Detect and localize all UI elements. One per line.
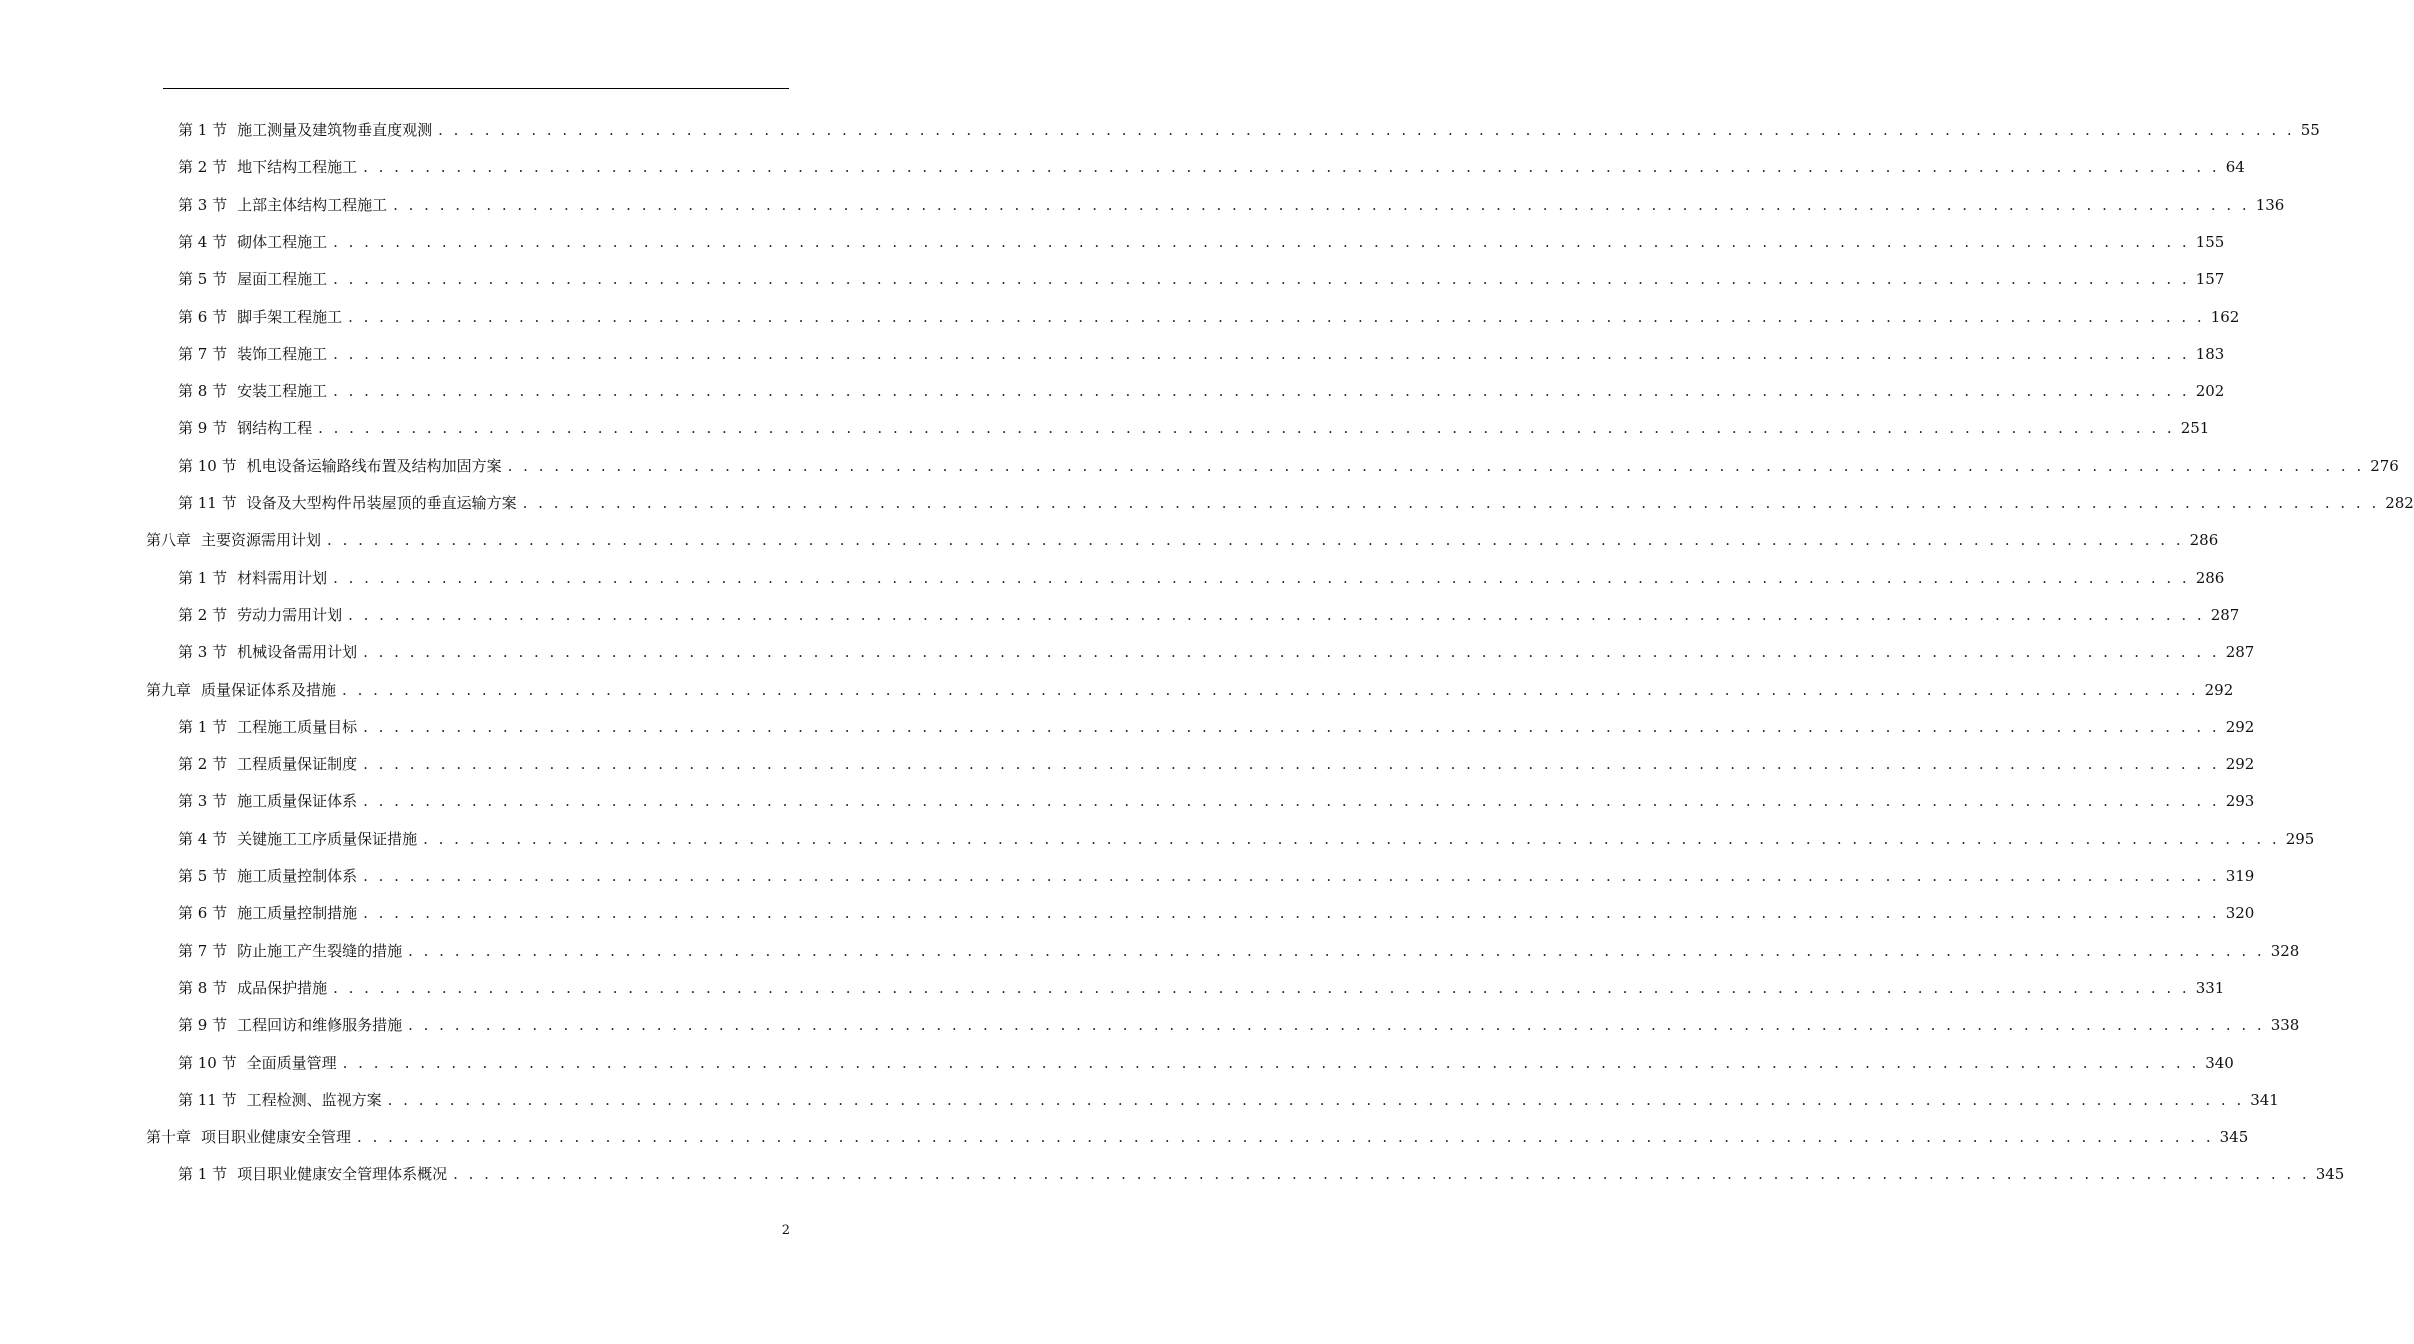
toc-dot-leader: . . . . . . . . . . . . . . . . . . . . . . . . . . . . . . . . . . . . . . . . . . . . . . . . . . . . . . . . . . . . . . . . . . . . . . . . . . . . . . . . . . . . . . . . . . . . . . . . . . . . . . . . . . . . . . . . . . . . . . . . [387,1090,2245,1109]
toc-section-entry[interactable] [178,634,2255,671]
toc-entry-page: 292 [2225,755,2255,774]
toc-dot-leader: . . . . . . . . . . . . . . . . . . . . . . . . . . . . . . . . . . . . . . . . . . . . . . . . . . . . . . . . . . . . . . . . . . . . . . . . . . . . . . . . . . . . . . . . . . . . . . . . . . . . . . . . . . . . . . . . . . . . . . . . [408,941,2265,960]
toc-entry-number: 第 11 节 [178,494,237,512]
toc-entry-number: 第九章 [146,680,192,699]
toc-dot-leader: . . . . . . . . . . . . . . . . . . . . . . . . . . . . . . . . . . . . . . . . . . . . . . . . . . . . . . . . . . . . . . . . . . . . . . . . . . . . . . . . . . . . . . . . . . . . . . . . . . . . . . . . . . . . . . . . . . . . . . . . [318,419,2175,438]
toc-entry-number: 第 2 节 [178,605,228,624]
toc-section-entry[interactable] [178,224,2225,261]
toc-entry-number: 第 7 节 [178,344,228,363]
toc-entry-page: 282 [2385,494,2414,512]
toc-entry-page: 251 [2180,419,2210,438]
toc-entry-number: 第 9 节 [178,1016,228,1035]
toc-entry-title: 屋面工程施工 [237,270,328,289]
toc-section-entry[interactable] [178,299,2240,336]
toc-entry-page: 295 [2285,829,2315,848]
toc-entry-page: 183 [2195,344,2225,363]
toc-section-entry[interactable] [178,746,2255,783]
toc-dot-leader: . . . . . . . . . . . . . . . . . . . . . . . . . . . . . . . . . . . . . . . . . . . . . . . . . . . . . . . . . . . . . . . . . . . . . . . . . . . . . . . . . . . . . . . . . . . . . . . . . . . . . . . . . . . . . . . . . . . . . . . . [333,232,2190,251]
toc-entry-title: 机械设备需用计划 [237,643,358,662]
toc-dot-leader: . . . . . . . . . . . . . . . . . . . . . . . . . . . . . . . . . . . . . . . . . . . . . . . . . . . . . . . . . . . . . . . . . . . . . . . . . . . . . . . . . . . . . . . . . . . . . . . . . . . . . . . . . . . . . . . . . . . . . . . . [408,1016,2265,1035]
toc-dot-leader: . . . . . . . . . . . . . . . . . . . . . . . . . . . . . . . . . . . . . . . . . . . . . . . . . . . . . . . . . . . . . . . . . . . . . . . . . . . . . . . . . . . . . . . . . . . . . . . . . . . . . . . . . . . . . . . . . . . . . . . . [363,717,2220,736]
toc-entry-title: 地下结构工程施工 [237,158,358,177]
toc-entry-title: 防止施工产生裂缝的措施 [237,941,403,960]
toc-dot-leader: . . . . . . . . . . . . . . . . . . . . . . . . . . . . . . . . . . . . . . . . . . . . . . . . . . . . . . . . . . . . . . . . . . . . . . . . . . . . . . . . . . . . . . . . . . . . . . . . . . . . . . . . . . . . . . . . . . . . . . . . [363,867,2220,885]
toc-section-entry[interactable] [178,1007,2300,1044]
toc-section-entry[interactable] [178,895,2255,932]
toc-dot-leader: . . . . . . . . . . . . . . . . . . . . . . . . . . . . . . . . . . . . . . . . . . . . . . . . . . . . . . . . . . . . . . . . . . . . . . . . . . . . . . . . . . . . . . . . . . . . . . . . . . . . . . . . . . . . . . . . . . . . . . . . [357,1128,2214,1147]
toc-entry-title: 安装工程施工 [237,382,328,401]
toc-entry-number: 第 6 节 [178,904,228,923]
toc-entry-title: 装饰工程施工 [237,344,328,363]
toc-entry-title: 主要资源需用计划 [201,531,322,550]
toc-section-entry[interactable] [178,858,2255,895]
toc-entry-number: 第 9 节 [178,419,228,438]
toc-entry-page: 157 [2195,270,2225,289]
toc-entry-page: 328 [2270,941,2300,960]
toc-section-entry[interactable] [178,187,2285,224]
toc-entry-page: 338 [2270,1016,2300,1035]
toc-entry-number: 第 1 节 [178,1165,228,1184]
toc-dot-leader: . . . . . . . . . . . . . . . . . . . . . . . . . . . . . . . . . . . . . . . . . . . . . . . . . . . . . . . . . . . . . . . . . . . . . . . . . . . . . . . . . . . . . . . . . . . . . . . . . . . . . . . . . . . . . . . . . . . . . . . . [363,158,2220,177]
toc-entry-title: 上部主体结构工程施工 [237,195,388,214]
toc-entry-page: 287 [2210,605,2240,624]
toc-entry-title: 施工质量控制体系 [237,867,358,885]
toc-dot-leader: . . . . . . . . . . . . . . . . . . . . . . . . . . . . . . . . . . . . . . . . . . . . . . . . . . . . . . . . . . . . . . . . . . . . . . . . . . . . . . . . . . . . . . . . . . . . . . . . . . . . . . . . . . . . . . . . . . . . . . . . [363,792,2220,811]
toc-entry-title: 机电设备运输路线布置及结构加固方案 [246,456,502,475]
toc-section-entry[interactable] [178,448,2399,485]
toc-section-entry[interactable] [178,783,2255,820]
toc-dot-leader: . . . . . . . . . . . . . . . . . . . . . . . . . . . . . . . . . . . . . . . . . . . . . . . . . . . . . . . . . . . . . . . . . . . . . . . . . . . . . . . . . . . . . . . . . . . . . . . . . . . . . . . . . . . . . . . . . . . . . . . . [333,344,2190,363]
toc-section-entry[interactable] [178,1045,2234,1082]
toc-entry-title: 施工质量控制措施 [237,904,358,923]
toc-entry-number: 第 1 节 [178,717,228,736]
toc-entry-page: 55 [2300,121,2320,139]
toc-entry-number: 第 2 节 [178,158,228,177]
toc-dot-leader: . . . . . . . . . . . . . . . . . . . . . . . . . . . . . . . . . . . . . . . . . . . . . . . . . . . . . . . . . . . . . . . . . . . . . . . . . . . . . . . . . . . . . . . . . . . . . . . . . . . . . . . . . . . . . . . . . . . . . . . . [363,643,2220,662]
toc-dot-leader: . . . . . . . . . . . . . . . . . . . . . . . . . . . . . . . . . . . . . . . . . . . . . . . . . . . . . . . . . . . . . . . . . . . . . . . . . . . . . . . . . . . . . . . . . . . . . . . . . . . . . . . . . . . . . . . . . . . . . . . . [363,755,2220,774]
toc-entry-page: 286 [2189,531,2219,550]
toc-entry-title: 工程检测、监视方案 [246,1090,382,1109]
toc-entry-page: 64 [2225,158,2245,177]
toc-entry-title: 施工质量保证体系 [237,792,358,811]
toc-section-entry[interactable] [178,821,2315,858]
toc-dot-leader: . . . . . . . . . . . . . . . . . . . . . . . . . . . . . . . . . . . . . . . . . . . . . . . . . . . . . . . . . . . . . . . . . . . . . . . . . . . . . . . . . . . . . . . . . . . . . . . . . . . . . . . . . . . . . . . . . . . . . . . . [348,307,2205,326]
toc-dot-leader: . . . . . . . . . . . . . . . . . . . . . . . . . . . . . . . . . . . . . . . . . . . . . . . . . . . . . . . . . . . . . . . . . . . . . . . . . . . . . . . . . . . . . . . . . . . . . . . . . . . . . . . . . . . . . . . . . . . . . . . . [333,978,2190,997]
toc-chapter-entry[interactable] [146,522,2219,559]
toc-section-entry[interactable] [178,597,2240,634]
toc-entry-title: 关键施工工序质量保证措施 [237,829,418,848]
toc-entry-page: 292 [2204,680,2234,699]
toc-entry-page: 287 [2225,643,2255,662]
toc-dot-leader: . . . . . . . . . . . . . . . . . . . . . . . . . . . . . . . . . . . . . . . . . . . . . . . . . . . . . . . . . . . . . . . . . . . . . . . . . . . . . . . . . . . . . . . . . . . . . . . . . . . . . . . . . . . . . . . . . . . . . . . . [333,270,2190,289]
toc-entry-page: 340 [2205,1053,2234,1072]
toc-entry-title: 全面质量管理 [246,1053,337,1072]
toc-section-entry[interactable] [178,261,2225,298]
toc-entry-page: 345 [2315,1165,2345,1184]
toc-entry-title: 项目职业健康安全管理 [201,1128,352,1147]
toc-entry-title: 成品保护措施 [237,978,328,997]
toc-entry-number: 第 10 节 [178,1053,237,1072]
toc-entry-number: 第 5 节 [178,270,228,289]
toc-entry-number: 第 3 节 [178,195,228,214]
toc-section-entry[interactable] [178,373,2225,410]
toc-entry-number: 第 2 节 [178,755,228,774]
toc-chapter-entry[interactable] [146,672,2234,709]
toc-section-entry[interactable] [178,485,2414,522]
toc-dot-leader: . . . . . . . . . . . . . . . . . . . . . . . . . . . . . . . . . . . . . . . . . . . . . . . . . . . . . . . . . . . . . . . . . . . . . . . . . . . . . . . . . . . . . . . . . . . . . . . . . . . . . . . . . . . . . . . . . . . . . . . . [333,382,2190,401]
toc-dot-leader: . . . . . . . . . . . . . . . . . . . . . . . . . . . . . . . . . . . . . . . . . . . . . . . . . . . . . . . . . . . . . . . . . . . . . . . . . . . . . . . . . . . . . . . . . . . . . . . . . . . . . . . . . . . . . . . . . . . . . . . . [348,605,2205,624]
toc-entry-title: 劳动力需用计划 [237,605,343,624]
toc-entry-page: 341 [2250,1090,2279,1109]
toc-section-entry[interactable] [178,149,2245,186]
toc-section-entry[interactable] [178,560,2225,597]
toc-entry-title: 质量保证体系及措施 [201,680,337,699]
toc-entry-number: 第 7 节 [178,941,228,960]
toc-entry-page: 320 [2225,904,2255,923]
toc-dot-leader: . . . . . . . . . . . . . . . . . . . . . . . . . . . . . . . . . . . . . . . . . . . . . . . . . . . . . . . . . . . . . . . . . . . . . . . . . . . . . . . . . . . . . . . . . . . . . . . . . . . . . . . . . . . . . . . . . . . . . . . . [507,456,2365,475]
toc-dot-leader: . . . . . . . . . . . . . . . . . . . . . . . . . . . . . . . . . . . . . . . . . . . . . . . . . . . . . . . . . . . . . . . . . . . . . . . . . . . . . . . . . . . . . . . . . . . . . . . . . . . . . . . . . . . . . . . . . . . . . . . . [327,531,2184,550]
toc-entry-number: 第 4 节 [178,829,228,848]
toc-entry-title: 材料需用计划 [237,568,328,587]
toc-entry-number: 第 1 节 [178,568,228,587]
toc-dot-leader: . . . . . . . . . . . . . . . . . . . . . . . . . . . . . . . . . . . . . . . . . . . . . . . . . . . . . . . . . . . . . . . . . . . . . . . . . . . . . . . . . . . . . . . . . . . . . . . . . . . . . . . . . . . . . . . . . . . . . . . . [393,195,2250,214]
toc-entry-page: 293 [2225,792,2255,811]
toc-entry-title: 工程质量保证制度 [237,755,358,774]
toc-entry-title: 项目职业健康安全管理体系概况 [237,1165,448,1184]
toc-entry-number: 第 3 节 [178,792,228,811]
toc-entry-number: 第十章 [146,1128,192,1147]
page-number: 2 [781,1223,790,1238]
toc-section-entry[interactable] [178,112,2320,149]
toc-entry-number: 第 5 节 [178,867,228,885]
toc-entry-number: 第 8 节 [178,382,228,401]
toc-entry-page: 319 [2225,867,2255,885]
toc-entry-number: 第 10 节 [178,456,237,475]
toc-entry-number: 第 4 节 [178,232,228,251]
toc-section-entry[interactable] [178,410,2210,447]
toc-entry-title: 设备及大型构件吊装屋顶的垂直运输方案 [246,494,517,512]
toc-entry-page: 155 [2195,232,2225,251]
toc-entry-page: 345 [2219,1128,2249,1147]
toc-entry-page: 292 [2225,717,2255,736]
toc-entry-number: 第 8 节 [178,978,228,997]
toc-section-entry[interactable] [178,709,2255,746]
toc-entry-page: 331 [2195,978,2225,997]
toc-entry-page: 162 [2210,307,2240,326]
toc-entry-number: 第八章 [146,531,192,550]
toc-entry-title: 施工测量及建筑物垂直度观测 [237,121,433,139]
header-rule [163,88,789,89]
toc-dot-leader: . . . . . . . . . . . . . . . . . . . . . . . . . . . . . . . . . . . . . . . . . . . . . . . . . . . . . . . . . . . . . . . . . . . . . . . . . . . . . . . . . . . . . . . . . . . . . . . . . . . . . . . . . . . . . . . . . . . . . . . . [522,494,2380,512]
toc-entry-number: 第 6 节 [178,307,228,326]
toc-section-entry[interactable] [178,933,2300,970]
toc-chapter-entry[interactable] [146,1119,2249,1156]
toc-section-entry[interactable] [178,970,2225,1007]
toc-dot-leader: . . . . . . . . . . . . . . . . . . . . . . . . . . . . . . . . . . . . . . . . . . . . . . . . . . . . . . . . . . . . . . . . . . . . . . . . . . . . . . . . . . . . . . . . . . . . . . . . . . . . . . . . . . . . . . . . . . . . . . . . [333,568,2190,587]
toc-entry-number: 第 11 节 [178,1090,237,1109]
toc-entry-title: 钢结构工程 [237,419,313,438]
toc-section-entry[interactable] [178,336,2225,373]
toc-entry-title: 工程施工质量目标 [237,717,358,736]
toc-entry-page: 286 [2195,568,2225,587]
toc-dot-leader: . . . . . . . . . . . . . . . . . . . . . . . . . . . . . . . . . . . . . . . . . . . . . . . . . . . . . . . . . . . . . . . . . . . . . . . . . . . . . . . . . . . . . . . . . . . . . . . . . . . . . . . . . . . . . . . . . . . . . . . . [453,1165,2310,1184]
toc-section-entry[interactable] [178,1156,2345,1193]
toc-entry-number: 第 3 节 [178,643,228,662]
toc-entry-number: 第 1 节 [178,121,228,139]
toc-entry-page: 136 [2255,195,2285,214]
toc-entry-page: 202 [2195,382,2225,401]
toc-dot-leader: . . . . . . . . . . . . . . . . . . . . . . . . . . . . . . . . . . . . . . . . . . . . . . . . . . . . . . . . . . . . . . . . . . . . . . . . . . . . . . . . . . . . . . . . . . . . . . . . . . . . . . . . . . . . . . . . . . . . . . . . [342,680,2199,699]
toc-entry-title: 工程回访和维修服务措施 [237,1016,403,1035]
toc-entry-title: 砌体工程施工 [237,232,328,251]
toc-entry-title: 脚手架工程施工 [237,307,343,326]
toc-dot-leader: . . . . . . . . . . . . . . . . . . . . . . . . . . . . . . . . . . . . . . . . . . . . . . . . . . . . . . . . . . . . . . . . . . . . . . . . . . . . . . . . . . . . . . . . . . . . . . . . . . . . . . . . . . . . . . . . . . . . . . . . [438,121,2295,139]
toc-dot-leader: . . . . . . . . . . . . . . . . . . . . . . . . . . . . . . . . . . . . . . . . . . . . . . . . . . . . . . . . . . . . . . . . . . . . . . . . . . . . . . . . . . . . . . . . . . . . . . . . . . . . . . . . . . . . . . . . . . . . . . . . [363,904,2220,923]
toc-dot-leader: . . . . . . . . . . . . . . . . . . . . . . . . . . . . . . . . . . . . . . . . . . . . . . . . . . . . . . . . . . . . . . . . . . . . . . . . . . . . . . . . . . . . . . . . . . . . . . . . . . . . . . . . . . . . . . . . . . . . . . . . [342,1053,2200,1072]
toc-section-entry[interactable] [178,1082,2279,1119]
toc-dot-leader: . . . . . . . . . . . . . . . . . . . . . . . . . . . . . . . . . . . . . . . . . . . . . . . . . . . . . . . . . . . . . . . . . . . . . . . . . . . . . . . . . . . . . . . . . . . . . . . . . . . . . . . . . . . . . . . . . . . . . . . . [423,829,2280,848]
toc-entry-page: 276 [2370,456,2399,475]
